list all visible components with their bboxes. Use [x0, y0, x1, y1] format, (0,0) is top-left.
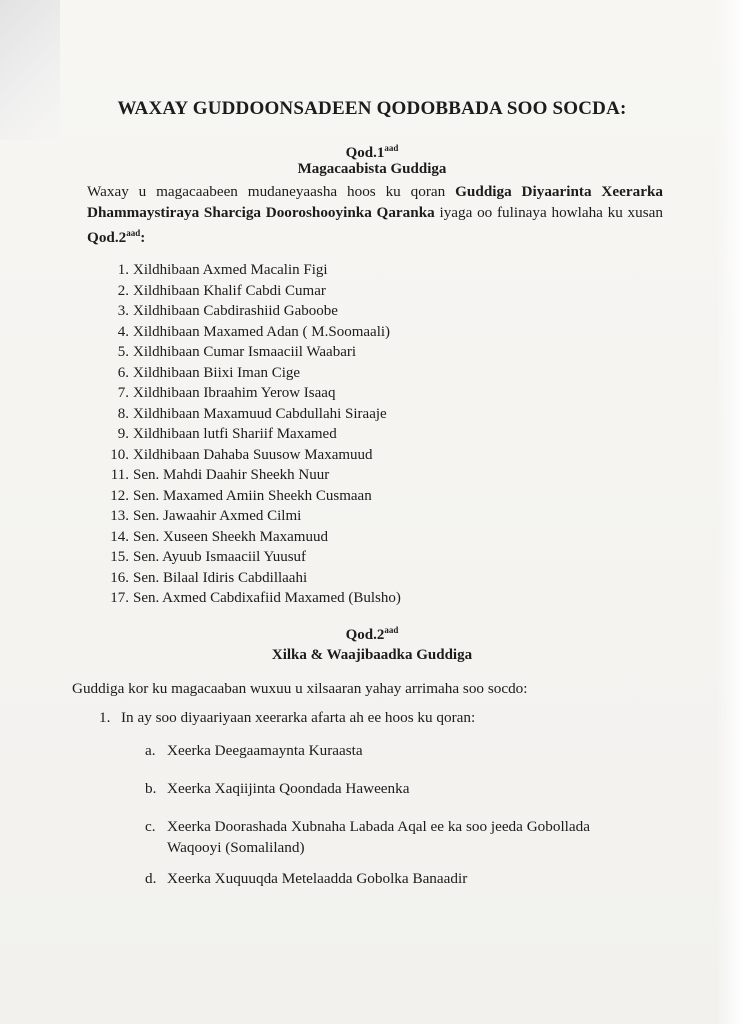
intro-ref: Qod.2$^{aad}$:: [87, 228, 146, 247]
list-item: 6. Xildhibaan Biixi Iman Cige: [117, 364, 301, 381]
section2-heading-text: Qod.2: [345, 627, 385, 643]
list-item: 1. Xildhibaan Axmed Macalin Figi: [117, 262, 328, 278]
list-item: 11. Sen. Mahdi Daahir Sheekh Nuur: [110, 467, 330, 483]
list-item: 14. Sen. Xuseen Sheekh Maxamuud: [110, 528, 328, 545]
section1-heading-text: Qod.1: [345, 145, 385, 161]
laws-sublist: [145, 740, 645, 906]
list-item: 10. Xildhibaan Dahaba Suusow Maxamuud: [110, 446, 373, 463]
section2-subheading: Xilka & Waajibaadka Guddiga: [271, 647, 473, 663]
members-list: [103, 260, 401, 609]
section2-heading-sup: aad: [384, 625, 399, 635]
list-item: c. Xeerka Doorashada Xubnaha Labada Aqal ee ka soo jeeda Gobollada Waqooyi (Somaliland): [145, 818, 590, 856]
list-item: 16. Sen. Bilaal Idiris Cabdillaahi: [110, 569, 308, 586]
section1-heading: [0, 143, 744, 162]
list-item: 7. Xildhibaan Ibraahim Yerow Isaaq: [117, 385, 336, 401]
intro-start: Waxay u magacaabeen mudaneyaasha hoos ku qoran: [87, 183, 456, 200]
section2-heading: [0, 625, 744, 644]
duty-item-1: [99, 709, 475, 727]
list-item: 2. Xildhibaan Khalif Cabdi Cumar: [117, 282, 326, 299]
list-item: 5. Xildhibaan Cumar Ismaaciil Waabari: [117, 344, 357, 360]
list-item: 12. Sen. Maxamed Amiin Sheekh Cusmaan: [110, 487, 372, 504]
section2-intro: Guddiga kor ku magacaaban wuxuu u xilsaaran yahay arrimaha soo socdo:: [72, 680, 528, 697]
section1-intro: [87, 181, 663, 248]
list-item: 4. Xildhibaan Maxamed Adan ( M.Soomaali): [117, 323, 391, 340]
list-item: d. Xeerka Xuquuqda Metelaadda Gobolka Banaadir: [145, 870, 468, 887]
section1-heading-sup: aad: [384, 143, 399, 153]
duty-item-text: In ay soo diyaariyaan xeerarka afarta ah ee hoos ku qoran:: [121, 709, 476, 726]
section1-subheading: Magacaabista Guddiga: [297, 161, 447, 177]
intro-middle: iyaga oo fulinaya howlaha ku xusan: [434, 204, 663, 221]
list-item: 9. Xildhibaan lutfi Shariif Maxamed: [117, 426, 337, 442]
list-item: 17. Sen. Axmed Cabdixafiid Maxamed (Bulsho): [110, 590, 401, 606]
list-item: 8. Xildhibaan Maxamuud Cabdullahi Siraaje: [117, 405, 387, 422]
intro-committee-name: Guddiga Diyaarinta Xeerarka Dhammaystiraya Sharciga Dooroshooyinka Qaranka: [87, 183, 663, 221]
list-item: b. Xeerka Xaqiijinta Qoondada Haweenka: [145, 780, 410, 797]
document-title: WAXAY GUDDOONSADEEN QODOBBADA SOO SOCDA:: [117, 98, 627, 119]
list-item: a. Xeerka Deegaamaynta Kuraasta: [145, 742, 363, 759]
list-item: 15. Sen. Ayuub Ismaaciil Yuusuf: [110, 549, 307, 565]
list-item: 3. Xildhibaan Cabdirashiid Gaboobe: [117, 303, 338, 319]
duty-item-number: 1.: [99, 709, 111, 726]
list-item: 13. Sen. Jawaahir Axmed Cilmi: [110, 508, 302, 524]
